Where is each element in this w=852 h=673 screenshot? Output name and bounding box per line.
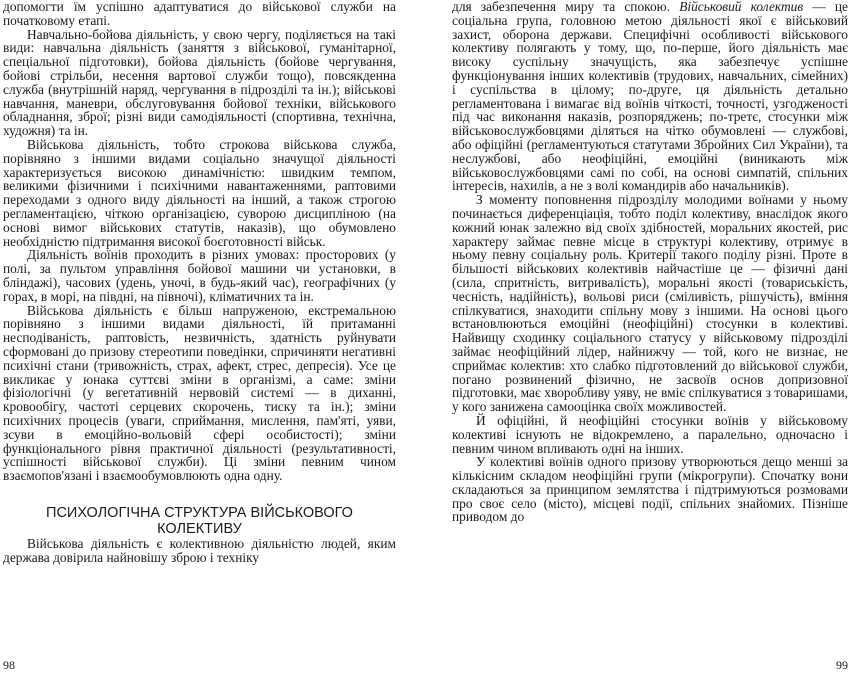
- paragraph-lead: для забезпечення миру та спокою.: [452, 0, 680, 14]
- section-heading-line: ПСИХОЛОГІЧНА СТРУКТУРА ВІЙСЬКОВОГО: [46, 504, 353, 521]
- paragraph: Діяльність воїнів проходить в різних умовах: просторових (у полі, за пультом управління бойової машини чи установки, в бліндажі), часових (удень, уночі, в будь-який час), географічних (у горах, в морі, на півдні, на півночі), кліматичних та ін.: [3, 247, 396, 304]
- left-page: [0, 0, 396, 673]
- left-page-text-after-heading: [3, 537, 396, 565]
- section-heading-line: КОЛЕКТИВУ: [157, 520, 242, 537]
- paragraph: Навчально-бойова діяльність, у свою чергу, поділяється на такі види: навчальна діяльність (заняття з військової, гуманітарної, спеціальної підготовки), бойова діяльність (бойове чергування, бойові стрільби, несення вартової служби тощо), повсякденна служба (внутрішній наряд, чергування в підрозділі та ін.); військові навчання, маневри, обслуговування бойової техніки, військового обладнання, зброї; різні види самодіяльності (спортивна, технічна, художня) та ін.: [3, 26, 396, 139]
- paragraph: [452, 0, 848, 193]
- paragraph: Військова діяльність, тобто строкова військова служба, порівняно з іншими видами соціально значущої діяльності характеризується високою динамічністю: швидким темпом, великими фізичними і психічними навантаженнями, раптовими переходами з одного виду діяльності на інший, а також строгою регламентацією, чіткою організацією, суворою дисципліною (на основі вимог військових статутів, наказів), що обумовлено необхідністю підтримання високої боєготовності військ.: [3, 136, 396, 249]
- paragraph-rest: — це соціальна група, головною метою діяльності якої є військовий захист, оборона держави. Специфічні особливості військового колективу полягають у тому, що, по-перше, його діяльність має високу суспільну значущість, яка забезпечує успішне функціонування інших колективів (трудових, навчальних, сімейних) і суспільства в цілому; по-друге, ця діяльність детально регламентована і вимагає від воїнів чіткості, точності, узгодженості під час виконання наказів, розпоряджень; по-третє, стосунки між військовослужбовцями діляться на чітко обумовлені — службові, або офіційні (регламентуються статутами Збройних Сил України), та неслужбові, або неофіційні, емоційні (виникають між військовослужбовцями самі по собі, на основі симпатій, спільних інтересів, нахилів, а не з волі командирів або начальників).: [452, 0, 848, 194]
- paragraph: З моменту поповнення підрозділу молодими воїнами у ньому починається диференціація, тобто поділ колективу, внаслідок якого кожний юнак залежно від своїх здібностей, моральних якостей, рис характеру займає певне місце в структурі колективу, отримує в ньому певну соціальну роль. Критерії такого поділу різні. Проте в більшості військових колективів найчастіше це — фізичні дані (сила, спритність, витривалість), моральні якості (товариськість, чесність, надійність), вольові риси (сміливість, рішучість), вміння спілкуватися, знаходити спільну мову з іншими. На основі цього встановлюються емоційні (неофіційні) стосунки в колективі. Найвищу сходинку соціального статусу у військовому підрозділі займає неофіційний лідер, найнижчу — той, кого не визнає, не сприймає колектив: хто слабко підготовлений до військової служби, погано розвинений фізично, не засвоїв основ допризовної підготовки, має хворобливу уяву, не вміє спілкуватися з товаришами, у кого занижена самооцінка своїх можливостей.: [452, 192, 848, 415]
- defined-term: Військовий колектив: [679, 0, 804, 14]
- paragraph: У колективі воїнів одного призову утворюються дещо менші за кількісним складом неофіційні групи (мікрогрупи). Спочатку вони складаються за принципом землятства і підтримуються розмовами про своє село (місто), місцеві події, спільних знайомих. Пізніше приводом до: [452, 454, 848, 525]
- paragraph: допомогти їм успішно адаптуватися до військової служби на початковому етапі.: [3, 0, 396, 28]
- right-page: [452, 0, 848, 673]
- left-page-text: [3, 0, 396, 483]
- paragraph: Й офіційні, й неофіційні стосунки воїнів у військовому колективі існують не відокремлено, а паралельно, одночасно і певним чином впливають одні на інших.: [452, 412, 848, 456]
- paragraph: Військова діяльність є колективною діяльністю людей, яким держава довірила найновішу зброю і техніку: [3, 535, 396, 565]
- section-heading: [3, 505, 396, 537]
- page-number: 99: [836, 658, 848, 672]
- right-page-text: [452, 0, 848, 524]
- paragraph: Військова діяльність є більш напруженою, екстремальною порівняно з іншими видами діяльності, їй притаманні несподіваність, раптовість, незвичність, здатність руйнувати сформовані до призову стереотипи поведінки, спричиняти негативні психічні стани (тривожність, страх, афект, стрес, депресія). Усе це викликає у юнака суттєві зміни в організмі, а саме: зміни фізіологічні (у вегетативній нервовій системі — в диханні, кровообігу, частоті серцевих скорочень, тиску та ін.); зміни психічних процесів (уваги, сприймання, мислення, пам'яті, уяви, зсуви в емоційно-вольовій сфері особистості); зміни функціонального рівня практичної діяльності (результативності, успішності військової служби). Ці зміни певним чином взаємопов'язані і взаємообумовлюють одна одну.: [3, 302, 396, 484]
- page-number: 98: [3, 658, 15, 672]
